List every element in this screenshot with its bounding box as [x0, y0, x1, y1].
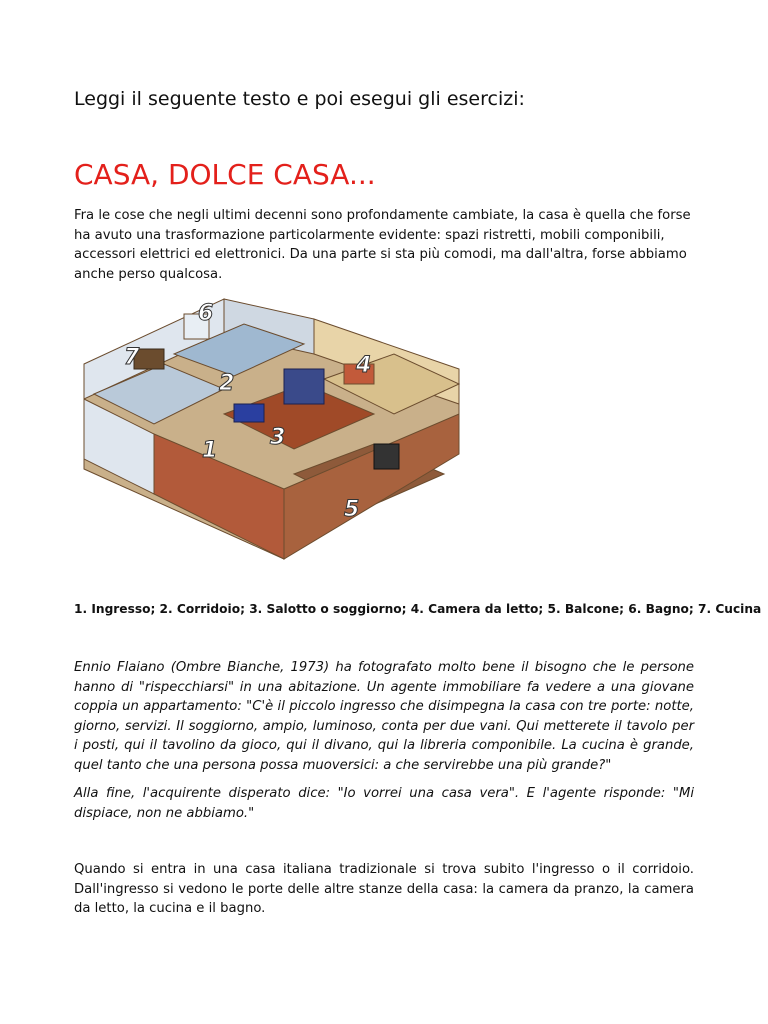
label-1: 1 [202, 438, 218, 463]
page-title: CASA, DOLCE CASA... [74, 158, 376, 191]
instruction-text: Leggi il seguente testo e poi esegui gli esercizi: [74, 88, 525, 110]
label-4: 4 [356, 353, 372, 378]
label-7: 7 [124, 345, 140, 370]
flaiano-quote: Ennio Flaiano (Ombre Bianche, 1973) ha fotografato molto bene il bisogno che le persone hanno di "rispecchiarsi" in una abitazione. Un agente immobiliare fa vedere a una giovane coppia un appartamento: "C'è il piccolo ingresso che disimpegna la casa con tre porte: notte, giorno, servizi. Il soggiorno, ampio, luminoso, conta per due vani. Qui metterete il tavolo per i posti, qui il tavolino da gioco, qui il divano, qui la libreria componibile. La cucina è grande, quel tanto che una persona possa muoversici: a che servirebbe una più grande?" [74, 660, 694, 773]
house-illustration [74, 294, 464, 562]
agent-reply: Alla fine, l'acquirente disperato dice: "Io vorrei una casa vera". E l'agente risponde: "Mi dispiace, non ne abbiamo." [74, 786, 694, 821]
label-6: 6 [198, 301, 214, 326]
room-legend: 1. Ingresso; 2. Corridoio; 3. Salotto o soggiorno; 4. Camera da letto; 5. Balcone; 6. Bagno; 7. Cucina [74, 602, 762, 616]
label-5: 5 [344, 497, 360, 522]
label-2: 2 [219, 371, 235, 396]
label-3: 3 [270, 425, 286, 450]
closing-paragraph: Quando si entra in una casa italiana tradizionale si trova subito l'ingresso o il corridoio. Dall'ingresso si vedono le porte delle altre stanze della casa: la camera da pranzo, la camera da letto, la cucina e il bagno. [74, 862, 694, 916]
intro-paragraph: Fra le cose che negli ultimi decenni sono profondamente cambiate, la casa è quella che forse ha avuto una trasformazione particolarmente evidente: spazi ristretti, mobili componibili, accessori elettrici ed elettronici. Da una parte si sta più comodi, ma dall'altra, forse abbiamo anche perso qualcosa. [74, 208, 691, 282]
